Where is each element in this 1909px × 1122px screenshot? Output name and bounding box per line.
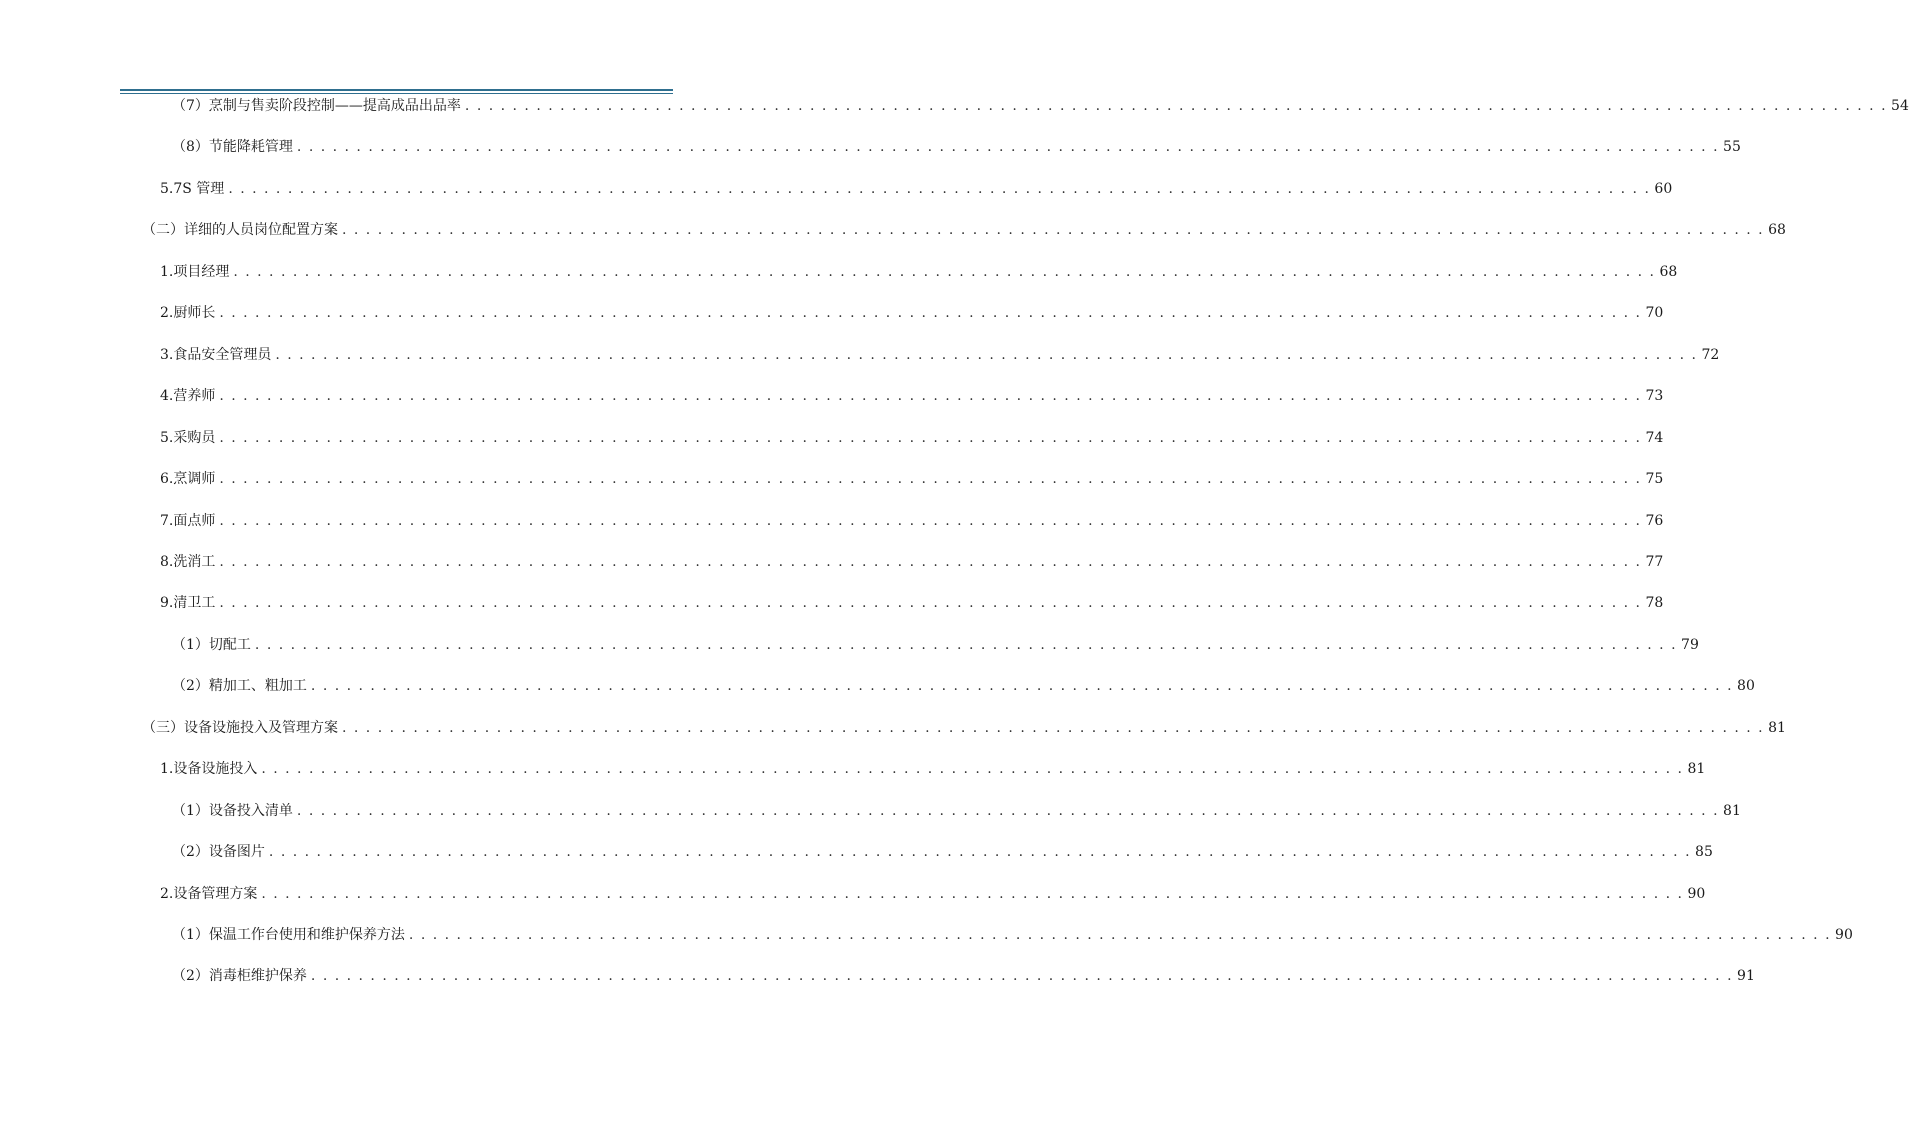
toc-page-number: 54 [1891, 98, 1909, 114]
toc-page-number: 68 [1659, 264, 1678, 280]
toc-entry-number: 2. [160, 886, 174, 902]
toc-page-number: 73 [1645, 388, 1664, 404]
toc-entry[interactable] [172, 97, 1909, 115]
toc-entry-number: 4. [160, 388, 174, 404]
toc-page-number: 80 [1737, 678, 1755, 694]
toc-entry-number: 1. [160, 264, 174, 280]
toc-entry-title: 设备设施投入 [173, 761, 258, 777]
toc-entry-number: 3. [160, 347, 174, 363]
toc-entry[interactable] [160, 512, 1664, 530]
toc-entry-number: 8. [160, 554, 174, 570]
toc-entry-title: 精加工、粗加工 [208, 678, 307, 694]
toc-dot-leader: . . . . . . . . . . . . . . . . . . . . . . . . . . . . . . . . . . . . . . . . . . . . . . . . . . . . . . . . . . . . . . . . . . . . . . . . . . . . . . . . . . . . . . . . . . . . . . . . . . . . . . . . . . . . . . . . . . . . . . . . [275, 347, 1698, 363]
toc-entry[interactable] [172, 138, 1741, 156]
toc-entry[interactable] [160, 470, 1664, 488]
toc-entry-number: （三） [142, 720, 184, 736]
toc-dot-leader: . . . . . . . . . . . . . . . . . . . . . . . . . . . . . . . . . . . . . . . . . . . . . . . . . . . . . . . . . . . . . . . . . . . . . . . . . . . . . . . . . . . . . . . . . . . . . . . . . . . . . . . . . . . . . . . . . . . . . . . . [342, 222, 1765, 238]
toc-page-number: 91 [1737, 968, 1755, 984]
toc-dot-leader: . . . . . . . . . . . . . . . . . . . . . . . . . . . . . . . . . . . . . . . . . . . . . . . . . . . . . . . . . . . . . . . . . . . . . . . . . . . . . . . . . . . . . . . . . . . . . . . . . . . . . . . . . . . . . . . . . . . . . . . . [261, 761, 1684, 777]
toc-dot-leader: . . . . . . . . . . . . . . . . . . . . . . . . . . . . . . . . . . . . . . . . . . . . . . . . . . . . . . . . . . . . . . . . . . . . . . . . . . . . . . . . . . . . . . . . . . . . . . . . . . . . . . . . . . . . . . . . . . . . . . . . [261, 886, 1684, 902]
toc-entry[interactable] [172, 926, 1853, 944]
toc-entry-number: 1. [160, 761, 174, 777]
toc-page-number: 81 [1723, 803, 1741, 819]
toc-dot-leader: . . . . . . . . . . . . . . . . . . . . . . . . . . . . . . . . . . . . . . . . . . . . . . . . . . . . . . . . . . . . . . . . . . . . . . . . . . . . . . . . . . . . . . . . . . . . . . . . . . . . . . . . . . . . . . . . . . . . . . . . [219, 305, 1642, 321]
toc-entry[interactable] [160, 594, 1664, 612]
toc-entry[interactable] [172, 967, 1755, 985]
toc-entry-title: 7S 管理 [173, 181, 225, 197]
toc-page-number: 74 [1645, 430, 1664, 446]
toc-entry-title: 烹调师 [173, 471, 216, 487]
toc-entry-title: 营养师 [173, 388, 216, 404]
toc-page-number: 60 [1654, 181, 1673, 197]
toc-entry-title: 详细的人员岗位配置方案 [184, 222, 338, 238]
toc-entry-title: 保温工作台使用和维护保养方法 [208, 927, 405, 943]
toc-entry-title: 项目经理 [173, 264, 230, 280]
toc-entry[interactable] [142, 719, 1786, 737]
toc-entry[interactable] [172, 802, 1741, 820]
toc-entry-title: 设备设施投入及管理方案 [184, 720, 338, 736]
toc-entry[interactable] [160, 553, 1664, 571]
toc-page-number: 75 [1645, 471, 1664, 487]
toc-dot-leader: . . . . . . . . . . . . . . . . . . . . . . . . . . . . . . . . . . . . . . . . . . . . . . . . . . . . . . . . . . . . . . . . . . . . . . . . . . . . . . . . . . . . . . . . . . . . . . . . . . . . . . . . . . . . . . . . . . . . . . . . [254, 637, 1678, 653]
toc-entry[interactable] [160, 304, 1664, 322]
toc-entry-title: 洗消工 [173, 554, 216, 570]
toc-entry-title: 厨师长 [173, 305, 216, 321]
toc-entry[interactable] [160, 885, 1706, 903]
toc-entry-number: （1） [172, 927, 209, 943]
toc-dot-leader: . . . . . . . . . . . . . . . . . . . . . . . . . . . . . . . . . . . . . . . . . . . . . . . . . . . . . . . . . . . . . . . . . . . . . . . . . . . . . . . . . . . . . . . . . . . . . . . . . . . . . . . . . . . . . . . . . . . . . . . . [219, 513, 1642, 529]
toc-entry-title: 设备图片 [208, 844, 265, 860]
toc-entry-number: （2） [172, 968, 209, 984]
toc-entry[interactable] [172, 636, 1699, 654]
toc-entry-title: 切配工 [208, 637, 251, 653]
toc-page-number: 72 [1701, 347, 1720, 363]
toc-entry[interactable] [160, 429, 1664, 447]
toc-dot-leader: . . . . . . . . . . . . . . . . . . . . . . . . . . . . . . . . . . . . . . . . . . . . . . . . . . . . . . . . . . . . . . . . . . . . . . . . . . . . . . . . . . . . . . . . . . . . . . . . . . . . . . . . . . . . . . . . . . . . . . . . [342, 720, 1765, 736]
toc-entry-title: 设备管理方案 [173, 886, 258, 902]
toc-entry-number: 5. [160, 430, 174, 446]
toc-entry-title: 采购员 [173, 430, 216, 446]
toc-dot-leader: . . . . . . . . . . . . . . . . . . . . . . . . . . . . . . . . . . . . . . . . . . . . . . . . . . . . . . . . . . . . . . . . . . . . . . . . . . . . . . . . . . . . . . . . . . . . . . . . . . . . . . . . . . . . . . . . . . . . . . . . [219, 388, 1642, 404]
toc-entry[interactable] [160, 263, 1678, 281]
toc-page-number: 70 [1645, 305, 1664, 321]
toc-page-number: 81 [1768, 720, 1786, 736]
toc-page-number: 90 [1687, 886, 1706, 902]
toc-entry-number: （1） [172, 637, 209, 653]
toc-page-number: 79 [1681, 637, 1699, 653]
toc-entry[interactable] [142, 221, 1786, 239]
toc-entry-number: （2） [172, 678, 209, 694]
toc-dot-leader: . . . . . . . . . . . . . . . . . . . . . . . . . . . . . . . . . . . . . . . . . . . . . . . . . . . . . . . . . . . . . . . . . . . . . . . . . . . . . . . . . . . . . . . . . . . . . . . . . . . . . . . . . . . . . . . . . . . . . . . . [310, 968, 1734, 984]
toc-dot-leader: . . . . . . . . . . . . . . . . . . . . . . . . . . . . . . . . . . . . . . . . . . . . . . . . . . . . . . . . . . . . . . . . . . . . . . . . . . . . . . . . . . . . . . . . . . . . . . . . . . . . . . . . . . . . . . . . . . . . . . . . [233, 264, 1656, 280]
toc-page-number: 76 [1645, 513, 1664, 529]
toc-entry-number: 9. [160, 595, 174, 611]
toc-entry-number: （1） [172, 803, 209, 819]
toc-entry-title: 设备投入清单 [208, 803, 293, 819]
toc-dot-leader: . . . . . . . . . . . . . . . . . . . . . . . . . . . . . . . . . . . . . . . . . . . . . . . . . . . . . . . . . . . . . . . . . . . . . . . . . . . . . . . . . . . . . . . . . . . . . . . . . . . . . . . . . . . . . . . . . . . . . . . . [296, 803, 1720, 819]
toc-entry[interactable] [160, 346, 1720, 364]
toc-dot-leader: . . . . . . . . . . . . . . . . . . . . . . . . . . . . . . . . . . . . . . . . . . . . . . . . . . . . . . . . . . . . . . . . . . . . . . . . . . . . . . . . . . . . . . . . . . . . . . . . . . . . . . . . . . . . . . . . . . . . . . . . [296, 139, 1720, 155]
toc-entry-number: 7. [160, 513, 174, 529]
toc-dot-leader: . . . . . . . . . . . . . . . . . . . . . . . . . . . . . . . . . . . . . . . . . . . . . . . . . . . . . . . . . . . . . . . . . . . . . . . . . . . . . . . . . . . . . . . . . . . . . . . . . . . . . . . . . . . . . . . . . . . . . . . . [219, 430, 1642, 446]
toc-entry-title: 食品安全管理员 [173, 347, 272, 363]
header-rule-thin [120, 93, 673, 94]
toc-dot-leader: . . . . . . . . . . . . . . . . . . . . . . . . . . . . . . . . . . . . . . . . . . . . . . . . . . . . . . . . . . . . . . . . . . . . . . . . . . . . . . . . . . . . . . . . . . . . . . . . . . . . . . . . . . . . . . . . . . . . . . . . [219, 471, 1642, 487]
header-rule-thick [120, 89, 673, 91]
toc-page-number: 78 [1645, 595, 1664, 611]
toc-dot-leader: . . . . . . . . . . . . . . . . . . . . . . . . . . . . . . . . . . . . . . . . . . . . . . . . . . . . . . . . . . . . . . . . . . . . . . . . . . . . . . . . . . . . . . . . . . . . . . . . . . . . . . . . . . . . . . . . . . . . . . . . [228, 181, 1651, 197]
toc-entry-number: （8） [172, 139, 209, 155]
toc-dot-leader: . . . . . . . . . . . . . . . . . . . . . . . . . . . . . . . . . . . . . . . . . . . . . . . . . . . . . . . . . . . . . . . . . . . . . . . . . . . . . . . . . . . . . . . . . . . . . . . . . . . . . . . . . . . . . . . . . . . . . . . . [310, 678, 1734, 694]
toc-entry[interactable] [160, 180, 1673, 198]
toc-entry-number: 5. [160, 181, 174, 197]
toc-entry-number: （2） [172, 844, 209, 860]
toc-page-number: 81 [1687, 761, 1706, 777]
toc-dot-leader: . . . . . . . . . . . . . . . . . . . . . . . . . . . . . . . . . . . . . . . . . . . . . . . . . . . . . . . . . . . . . . . . . . . . . . . . . . . . . . . . . . . . . . . . . . . . . . . . . . . . . . . . . . . . . . . . . . . . . . . . [464, 98, 1888, 114]
toc-entry[interactable] [160, 760, 1706, 778]
toc-entry[interactable] [172, 677, 1755, 695]
toc-entry-number: （7） [172, 98, 209, 114]
toc-dot-leader: . . . . . . . . . . . . . . . . . . . . . . . . . . . . . . . . . . . . . . . . . . . . . . . . . . . . . . . . . . . . . . . . . . . . . . . . . . . . . . . . . . . . . . . . . . . . . . . . . . . . . . . . . . . . . . . . . . . . . . . . [268, 844, 1692, 860]
toc-dot-leader: . . . . . . . . . . . . . . . . . . . . . . . . . . . . . . . . . . . . . . . . . . . . . . . . . . . . . . . . . . . . . . . . . . . . . . . . . . . . . . . . . . . . . . . . . . . . . . . . . . . . . . . . . . . . . . . . . . . . . . . . [408, 927, 1832, 943]
toc-entry-title: 消毒柜维护保养 [208, 968, 307, 984]
toc-entry[interactable] [160, 387, 1664, 405]
toc-entry-number: 6. [160, 471, 174, 487]
toc-entry-number: 2. [160, 305, 174, 321]
toc-dot-leader: . . . . . . . . . . . . . . . . . . . . . . . . . . . . . . . . . . . . . . . . . . . . . . . . . . . . . . . . . . . . . . . . . . . . . . . . . . . . . . . . . . . . . . . . . . . . . . . . . . . . . . . . . . . . . . . . . . . . . . . . [219, 595, 1642, 611]
toc-page-number: 68 [1768, 222, 1786, 238]
toc-entry-title: 清卫工 [173, 595, 216, 611]
toc-entry-title: 面点师 [173, 513, 216, 529]
toc-page-number: 90 [1835, 927, 1853, 943]
toc-dot-leader: . . . . . . . . . . . . . . . . . . . . . . . . . . . . . . . . . . . . . . . . . . . . . . . . . . . . . . . . . . . . . . . . . . . . . . . . . . . . . . . . . . . . . . . . . . . . . . . . . . . . . . . . . . . . . . . . . . . . . . . . [219, 554, 1642, 570]
toc-page-number: 85 [1695, 844, 1713, 860]
toc-entry-title: 节能降耗管理 [208, 139, 293, 155]
toc-entry-title: 烹制与售卖阶段控制——提高成品出品率 [208, 98, 461, 114]
toc-page-number: 55 [1723, 139, 1741, 155]
toc-entry[interactable] [172, 843, 1713, 861]
toc-entry-number: （二） [142, 222, 184, 238]
toc-page-number: 77 [1645, 554, 1664, 570]
